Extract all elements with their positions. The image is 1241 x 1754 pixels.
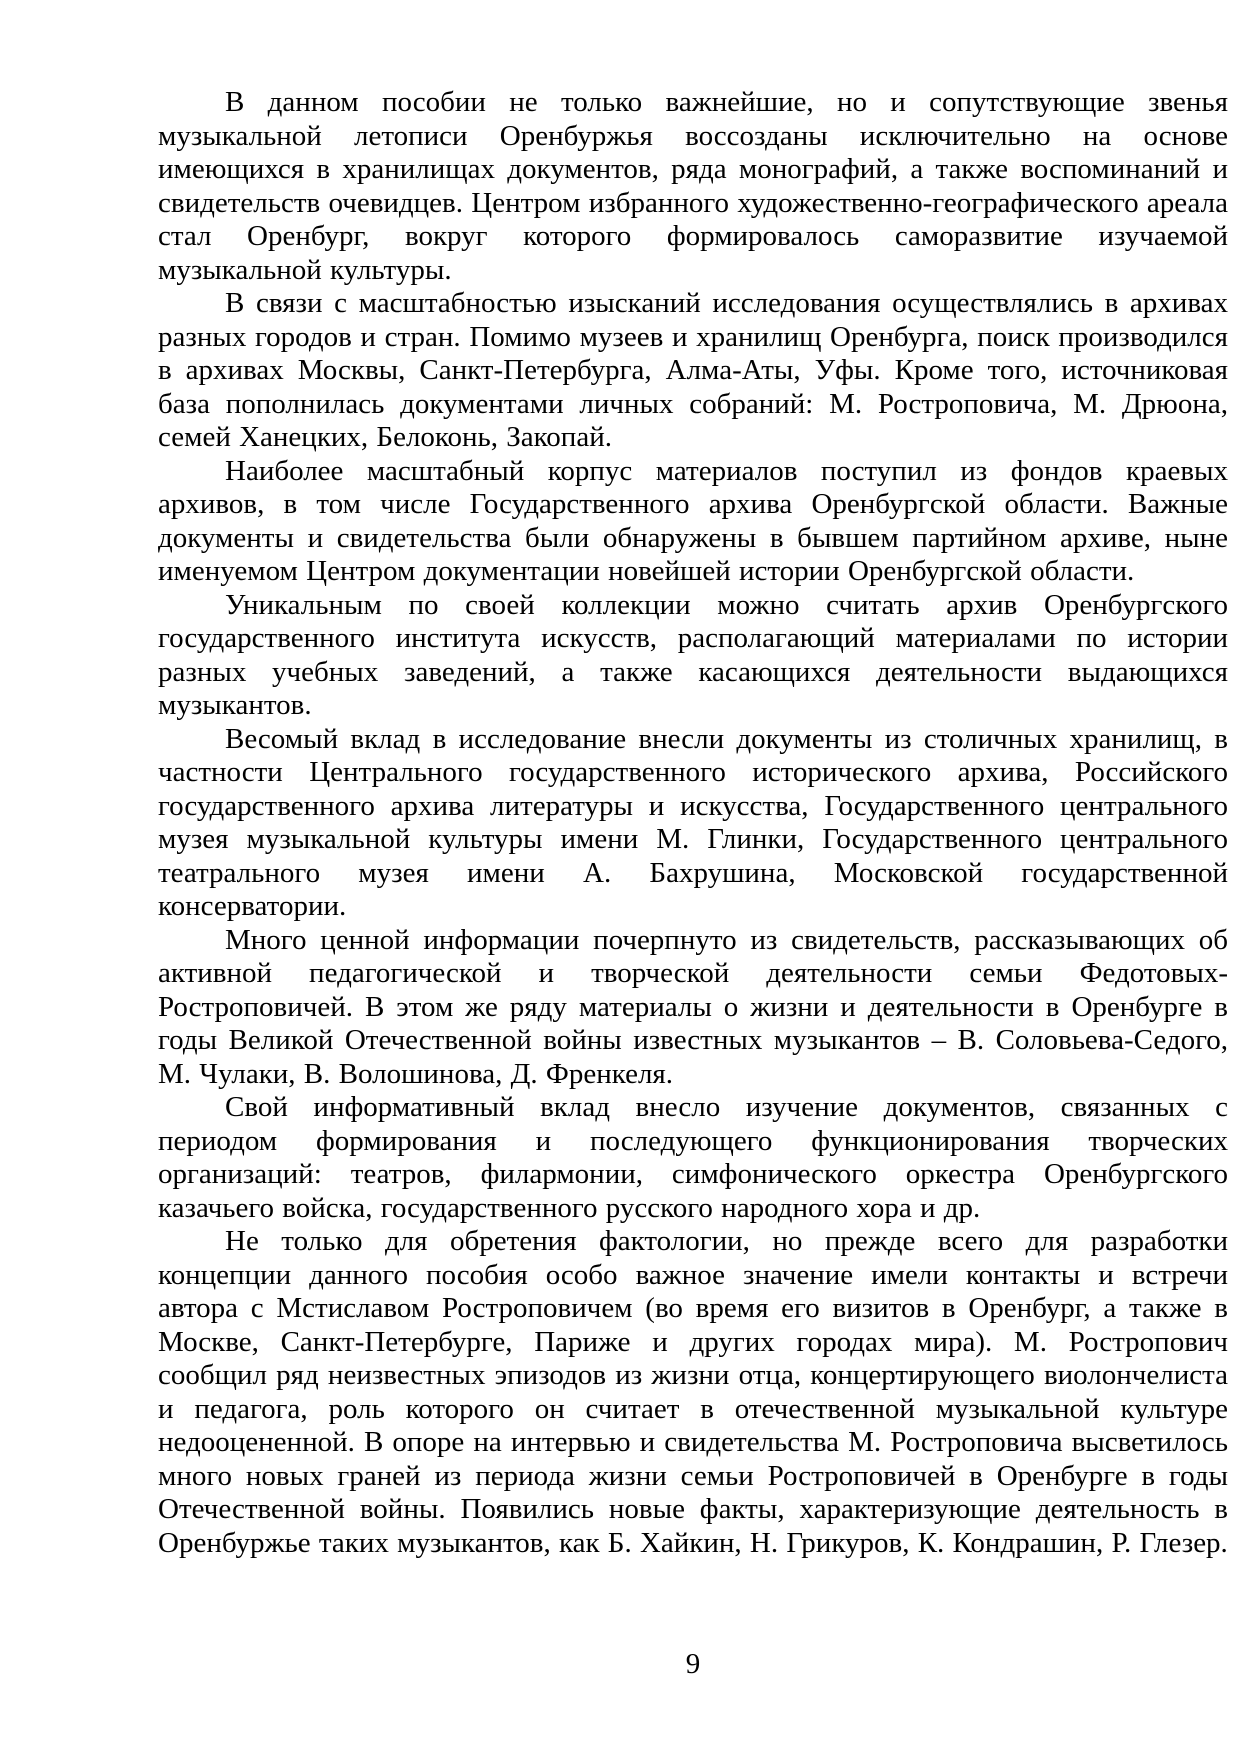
paragraph: В связи с масштабностью изысканий исследования осуществлялись в архивах разных городов и стран. Помимо музеев и хранилищ Оренбурга, поиск производился в архивах Москвы, Санкт-Петербурга, Алма-Аты, Уфы. Кроме того, источниковая база пополнилась документами личных собраний: М. Ростроповича, М. Дрюона, семей Ханецких, Белоконь, Закопай. <box>158 287 1228 453</box>
text-block <box>158 86 1228 1560</box>
paragraph: В данном пособии не только важнейшие, но и сопутствующие звенья музыкальной летописи Оренбуржья воссозданы исключительно на основе имеющихся в хранилищах документов, ряда монографий, а также воспоминаний и свидетельств очевидцев. Центром избранного художественно-географического ареала стал Оренбург, вокруг которого формировалось саморазвитие изучаемой музыкальной культуры. <box>158 86 1228 286</box>
paragraph: Много ценной информации почерпнуто из свидетельств, рассказывающих об активной педагогической и творческой деятельности семьи Федотовых-Ростроповичей. В этом же ряду материалы о жизни и деятельности в Оренбурге в годы Великой Отечественной войны известных музыкантов – В. Соловьева-Седого, М. Чулаки, В. Волошинова, Д. Френкеля. <box>158 923 1228 1090</box>
page-number: 9 <box>685 1648 701 1680</box>
paragraph: Не только для обретения фактологии, но прежде всего для разработки концепции данного пособия особо важное значение имели контакты и встречи автора с Мстиславом Ростроповичем (во время его визитов в Оренбург, а также в Москве, Санкт-Петербурге, Париже и других городах мира). М. Ростропович сообщил ряд неизвестных эпизодов из жизни отца, концертирующего виолончелиста и педагога, роль которого он считает в отечественной музыкальной культуре недооцененной. В опоре на интервью и свидетельства М. Ростроповича высветилось много новых граней из периода жизни семьи Ростроповичей в Оренбурге в годы Отечественной войны. Появились новые факты, характеризующие деятельность в Оренбуржье таких музыкантов, как Б. Хайкин, Н. Грикуров, К. Кондрашин, Р. Глезер. <box>158 1225 1228 1559</box>
paragraph: Свой информативный вклад внесло изучение документов, связанных с периодом формирования и последующего функционирования творческих организаций: театров, филармонии, симфонического оркестра Оренбургского казачьего войска, государственного русского народного хора и др. <box>158 1091 1228 1224</box>
paragraph: Уникальным по своей коллекции можно считать архив Оренбургского государственного института искусств, располагающий материалами по истории разных учебных заведений, а также касающихся деятельности выдающихся музыкантов. <box>158 588 1228 721</box>
paragraph: Наиболее масштабный корпус материалов поступил из фондов краевых архивов, в том числе Государственного архива Оренбургской области. Важные документы и свидетельства были обнаружены в бывшем партийном архиве, ныне именуемом Центром документации новейшей истории Оренбургской области. <box>158 454 1228 587</box>
paragraph: Весомый вклад в исследование внесли документы из столичных хранилищ, в частности Центрального государственного исторического архива, Российского государственного архива литературы и искусства, Государственного центрального музея музыкальной культуры имени М. Глинки, Государственного центрального театрального музея имени А. Бахрушина, Московской государственной консерватории. <box>158 722 1228 922</box>
